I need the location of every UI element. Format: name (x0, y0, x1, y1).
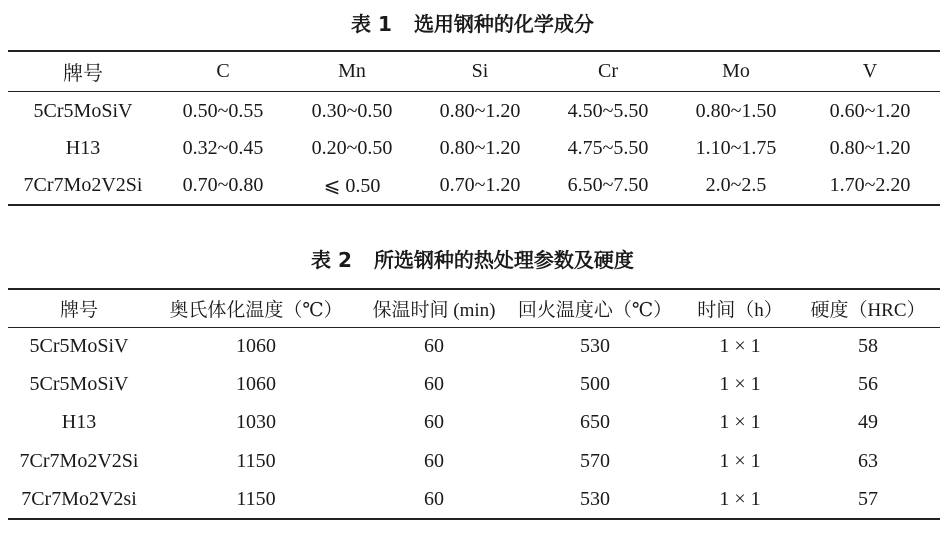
table1-header-cell: Cr (598, 59, 618, 82)
heat-treatment-table (8, 288, 940, 520)
table-cell: 60 (424, 334, 444, 357)
table-cell: 0.60~1.20 (829, 99, 911, 122)
table-row (8, 442, 940, 480)
table1-header-cell: 牌号 (63, 62, 103, 85)
table1-header-cell: V (862, 59, 878, 82)
table-cell: 1 × 1 (719, 373, 761, 396)
table-cell: 1030 (236, 411, 276, 434)
table-cell: 60 (424, 411, 444, 434)
table-row (8, 404, 940, 442)
table2-caption (0, 244, 945, 273)
table-cell: 1060 (236, 373, 276, 396)
table2-header-cell: 保温时间 (min) (372, 299, 496, 321)
table-cell: 0.30~0.50 (311, 99, 393, 122)
table1-caption-number: 表 1 (351, 12, 392, 36)
table-cell: 0.50~0.55 (182, 99, 264, 122)
table2-caption-number: 表 2 (311, 248, 352, 272)
table-cell: 58 (858, 334, 878, 357)
table-cell: 60 (424, 373, 444, 396)
table2-header-cell: 硬度（HRC） (810, 299, 926, 321)
table-row (8, 167, 940, 205)
table-cell: 1.70~2.20 (829, 174, 911, 196)
table-cell: 57 (858, 487, 878, 510)
table-row (8, 91, 940, 129)
table-cell: 530 (580, 487, 610, 510)
table2-header-cell: 回火温度心（℃） (517, 299, 673, 321)
table-cell: 1 × 1 (719, 334, 761, 357)
table-cell: 49 (858, 411, 878, 434)
table2-header-cell: 奥氏体化温度（℃） (169, 299, 343, 321)
table1-header-cell: Mo (722, 59, 750, 82)
table-cell: 60 (424, 487, 444, 510)
table2-header-cell: 牌号 (59, 299, 98, 321)
table-cell: 0.80~1.50 (695, 99, 777, 122)
table-cell: 5Cr5MoSiV (33, 99, 133, 122)
table1-header-cell: C (216, 59, 230, 82)
table-cell: H13 (61, 411, 97, 434)
table-cell: 60 (424, 449, 444, 472)
table-cell: 2.0~2.5 (705, 174, 767, 196)
table-cell: 7Cr7Mo2V2Si (23, 174, 143, 196)
table-cell: 0.80~1.20 (439, 136, 521, 159)
table-cell: 1060 (236, 334, 276, 357)
table-cell: 1 × 1 (719, 449, 761, 472)
table-cell: 0.70~0.80 (182, 174, 264, 196)
table-cell: 1150 (236, 449, 276, 472)
table-row (8, 481, 940, 519)
table-row (8, 327, 940, 365)
table-cell: 4.75~5.50 (567, 136, 649, 159)
table-cell: 0.32~0.45 (182, 136, 264, 159)
table-cell: 1150 (236, 487, 276, 510)
table-cell: 0.20~0.50 (311, 136, 393, 159)
table-cell: 5Cr5MoSiV (29, 334, 129, 357)
table2-header-cell: 时间（h） (697, 299, 783, 321)
table1-header-row (8, 51, 940, 91)
table-cell: 5Cr5MoSiV (29, 373, 129, 396)
table-cell: 0.80~1.20 (829, 136, 911, 159)
table-cell: 6.50~7.50 (567, 174, 649, 196)
table1-header-cell: Si (471, 59, 489, 82)
chemical-composition-table (8, 50, 940, 206)
table-cell: 500 (580, 373, 610, 396)
table-cell: 530 (580, 334, 610, 357)
table-cell: 1 × 1 (719, 411, 761, 434)
table2-header-row (8, 289, 940, 327)
table-cell: H13 (65, 136, 101, 159)
table-cell: 56 (858, 373, 878, 396)
table-cell: 7Cr7Mo2V2Si (19, 449, 139, 472)
table-cell: 1.10~1.75 (695, 136, 777, 159)
table-cell: 570 (580, 449, 610, 472)
table-cell: ⩽ 0.50 (323, 175, 381, 197)
table-row (8, 129, 940, 167)
table-cell: 0.70~1.20 (439, 174, 521, 196)
table1-caption (0, 8, 945, 37)
table1-caption-title: 选用钢种的化学成分 (413, 12, 594, 36)
table-cell: 0.80~1.20 (439, 99, 521, 122)
table-cell: 1 × 1 (719, 487, 761, 510)
table2-caption-title: 所选钢种的热处理参数及硬度 (373, 248, 634, 272)
table1-header-cell: Mn (338, 59, 366, 82)
table-cell: 4.50~5.50 (567, 99, 649, 122)
table-cell: 63 (858, 449, 878, 472)
table-row (8, 365, 940, 403)
table-cell: 650 (580, 411, 610, 434)
table-cell: 7Cr7Mo2V2si (21, 487, 137, 510)
